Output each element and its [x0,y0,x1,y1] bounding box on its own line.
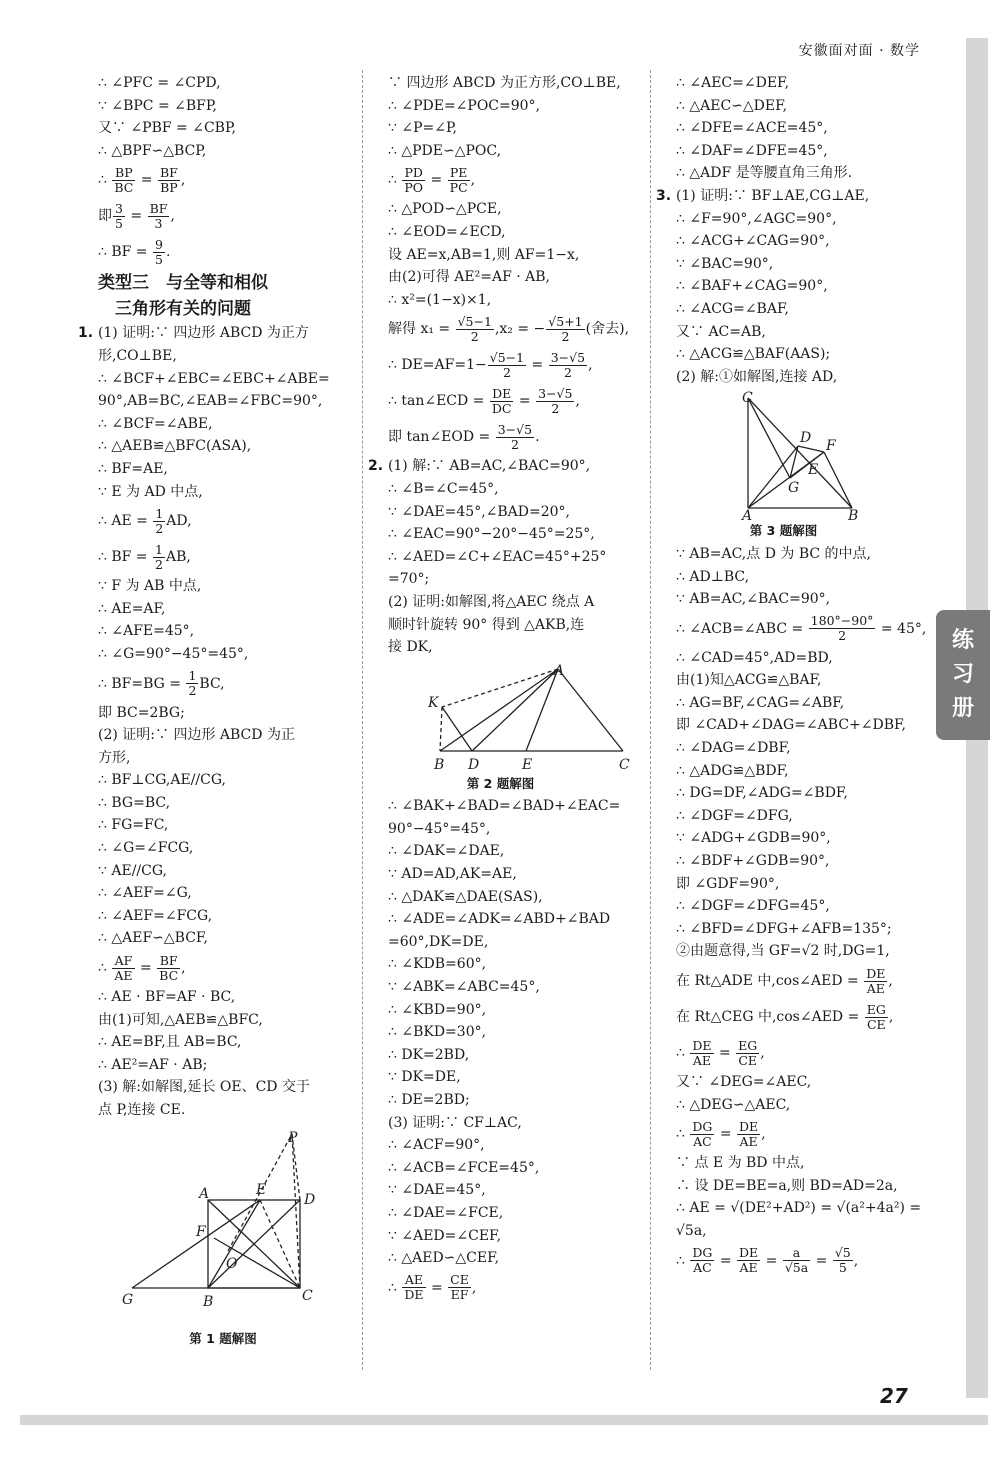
fraction: $\frac{DE}{DC}$ [491,385,512,416]
col1-line: ∴ $\frac{AF}{AE}$ = $\frac{BF}{BC}$ , [98,952,186,983]
col3b-line: ∵ ∠ADG+∠GDB=90°, [676,830,831,847]
col2b-line: ∴ ∠ACF=90°, [388,1137,485,1154]
col2-line: 接 DK, [388,639,433,656]
col1-line: 1. (1) 证明:∵ 四边形 ABCD 为正方 [78,325,309,342]
col3b-line: ∴ AG=BF,∠CAG=∠ABF, [676,694,845,711]
svg-text:C: C [619,756,630,773]
col1-lines [78,72,348,1122]
fraction: $\frac{√5-1}{2}$ [457,313,492,344]
col2-line: ∴ ∠PDE=∠POC=90°, [388,97,541,114]
col1-line: 方形, [98,749,131,766]
col2-line: ∴ ∠EOD=∠ECD, [388,223,506,240]
col2b-line: (3) 证明:∵ CF⊥AC, [388,1114,522,1131]
svg-text:K: K [428,694,439,711]
col3b-line: ∴ ∠DGF=∠DFG=45°, [676,898,830,915]
col2b-line: ∵ ∠DAE=45°, [388,1182,486,1199]
col2-line: =70°; [388,571,430,588]
svg-text:D: D [468,756,480,773]
col2b-line: ∴ ∠KBD=90°, [388,1001,487,1018]
col2-line: ∴ △PDE∽△POC, [388,142,502,159]
col3b-line: 在 Rt△ADE 中,cos∠AED = $\frac{DE}{AE}$ , [676,965,893,996]
col1-line: 90°,AB=BC,∠EAB=∠FBC=90°, [98,393,323,410]
col3b-line: ∴ ∠CAD=45°,AD=BD, [676,649,833,666]
svg-text:G: G [788,480,800,497]
col2-line: ∵ 四边形 ABCD 为正方形,CO⊥BE, [388,75,621,91]
fraction: $\frac{1}{2}$ [188,668,197,698]
page-number: 27 [880,1384,908,1408]
fraction: $\frac{BF}{BP}$ [159,164,178,195]
col3-line: ∴ △ADF 是等腰直角三角形. [676,165,853,182]
col2b-line: ∴ ∠ADE=∠ADK=∠ABD+∠BAD [388,911,611,928]
col3b-line: 由(1)知△ACG≌△BAF, [676,672,822,689]
column-divider-2 [650,70,651,1370]
column-1 [78,72,348,1350]
col2-line: ∴ $\frac{PD}{PO}$ = $\frac{PE}{PC}$ , [388,164,476,195]
col1-line: ∴ AE · BF=AF · BC, [98,989,236,1006]
col1-line: 点 P,连接 CE. [98,1102,186,1118]
col1-line: 由(1)可知,△AEB≌△BFC, [98,1011,263,1028]
col2-lines [368,72,633,659]
col3b-line: ∴ 设 DE=BE=a,则 BD=AD=2a, [676,1177,898,1194]
col3b-line: ∴ AD⊥BC, [676,568,750,585]
svg-text:A: A [742,508,753,521]
col2-line: ∴ tan∠ECD = $\frac{DE}{DC}$ = $\frac{3-√5}{2}$ , [388,385,580,416]
col2b-line: =60°,DK=DE, [388,933,489,950]
col2b-line: ∴ △AED∽△CEF, [388,1250,500,1267]
col3-lines [656,72,931,388]
col2b-line: ∴ DK=2BD, [388,1046,470,1063]
col3b-line: ∴ △DEG∽△AEC, [676,1096,791,1113]
svg-text:D: D [304,1191,316,1208]
col3b-line: ∴ $\frac{DG}{AC}$ = $\frac{DE}{AE}$ = $\frac{a}{√5a}$ = $\frac{√5}{5}$ , [676,1245,859,1276]
fraction: $\frac{BF}{BC}$ [159,952,179,983]
col2b-line: ∴ DE=2BD; [388,1092,470,1108]
problem-number: 3. [656,187,676,204]
col1-line: 又∵ ∠PBF = ∠CBP, [98,120,236,137]
fraction: $\frac{EG}{CE}$ [738,1037,758,1068]
col1-line: (3) 解:如解图,延长 OE、CD 交于 [98,1079,310,1096]
fraction: $\frac{a}{√5a}$ [784,1245,809,1276]
col2b-line: ∵ DK=DE, [388,1069,461,1086]
col3-line: ∴ ∠DAF=∠DFE=45°, [676,142,828,159]
col1-line: ∴ △AEB≌△BFC(ASA), [98,438,252,455]
col2-line: 2. (1) 解:∵ AB=AC,∠BAC=90°, [368,458,591,475]
fraction: $\frac{DE}{AE}$ [739,1245,759,1276]
col3b-line: 又∵ ∠DEG=∠AEC, [676,1074,812,1090]
col3b-line: ∴ DG=DF,∠ADG=∠BDF, [676,785,848,802]
col1-line: ∴ AE=BF,且 AB=BC, [98,1034,242,1051]
fraction: $\frac{BF}{3}$ [149,200,168,231]
bottom-strip [20,1415,988,1425]
fraction: $\frac{CE}{EF}$ [450,1272,469,1303]
fraction: $\frac{9}{5}$ [155,236,163,267]
col1-line: ∴ BF = $\frac{1}{2}$ AB, [98,541,191,572]
col3-line: ∴ ∠DFE=∠ACE=45°, [676,120,828,137]
svg-text:E: E [808,462,819,479]
col2b-line: ∵ ∠ABK=∠ABC=45°, [388,979,540,996]
col1-line: 形,CO⊥BE, [98,347,177,364]
col2-line: ∴ ∠B=∠C=45°, [388,480,499,497]
fraction: $\frac{AE}{DE}$ [404,1272,424,1303]
figure-2-caption: 第 2 题解图 [466,775,535,791]
col3b-line: ∵ 点 E 为 BD 中点, [676,1155,805,1172]
column-divider-1 [362,70,363,1370]
col1-line: ∴ BG=BC, [98,794,171,811]
col2b-line: ∴ ∠BAK+∠BAD=∠BAD+∠EAC= [388,798,621,815]
svg-text:E: E [522,756,533,773]
figure-3 [728,390,928,520]
svg-text:O: O [226,1255,238,1272]
col3-line: ∴ ∠BAF+∠CAG=90°, [676,278,828,295]
svg-text:E: E [256,1181,267,1198]
figure-1 [98,1128,318,1328]
col1-line: ∴ ∠BCF=∠ABE, [98,415,213,432]
col3b-line: ∴ ∠DGF=∠DFG, [676,807,793,824]
col1-line: ∴ ∠AEF=∠FCG, [98,907,213,924]
col2b-line: ∴ ∠DAE=∠FCE, [388,1204,504,1221]
fraction: $\frac{1}{2}$ [155,505,164,536]
col1-line: ∵ F 为 AB 中点, [98,578,202,595]
col1-line: ∴ BF=AE, [98,460,168,477]
svg-text:F: F [826,438,836,455]
col1-line: ∴ ∠G=∠FCG, [98,840,194,857]
col3b-line: ∴ ∠BFD=∠DFG+∠AFB=135°; [676,920,892,937]
col2-line: ∴ x²=(1−x)×1, [388,291,492,308]
col3b-line: ∴ ∠ACB=∠ABC = $\frac{180^\circ-90^\circ}{2}$ = 45°, [676,613,927,644]
col1-line: ∵ E 为 AD 中点, [98,483,203,500]
col2b-line: ∵ ∠AED=∠CEF, [388,1227,502,1244]
svg-text:C: C [302,1287,313,1304]
fraction: $\frac{DG}{AC}$ [692,1118,713,1149]
col3-line: ∴ ∠F=90°,∠AGC=90°, [676,210,837,227]
fraction: $\frac{BP}{BC}$ [114,164,134,195]
col3-line: 又∵ AC=AB, [676,323,766,340]
col2-line: 顺时针旋转 90° 得到 △AKB,连 [388,616,585,633]
problem-number: 1. [78,325,98,342]
col1-line: ∴ ∠AFE=45°, [98,623,195,640]
fraction: $\frac{PE}{PC}$ [449,164,468,195]
col1-line: ∵ AE//CG, [98,862,167,879]
svg-text:D: D [800,430,812,447]
col3-line: ∴ ∠AEC=∠DEF, [676,75,790,91]
col3b-line: ∵ AB=AC,∠BAC=90°, [676,591,831,608]
column-3 [656,72,931,1279]
figure-2 [428,663,638,773]
col2b-line: ∴ ∠DAK=∠DAE, [388,843,505,860]
col2b-line: 90°−45°=45°, [388,820,491,837]
col3b-line: 即 ∠GDF=90°, [676,875,780,892]
col3-line: ∴ △AEC∽△DEF, [676,97,788,114]
col1-line: ∴ ∠BCF+∠EBC=∠EBC+∠ABE= [98,370,330,387]
col3-line: ∴ ∠ACG+∠CAG=90°, [676,233,830,250]
tab-char-3: 册 [951,696,974,721]
col3b-line: ∴ $\frac{DE}{AE}$ = $\frac{EG}{CE}$ , [676,1037,765,1068]
col2-line: ∵ ∠DAE=45°,∠BAD=20°, [388,503,570,520]
col2-line: ∴ DE=AF=1− $\frac{√5-1}{2}$ = $\frac{3-√5}{2}$ , [388,349,593,380]
col2-line: ∵ ∠P=∠P, [388,120,458,137]
col1-line: 即 $\frac{3}{5}$ = $\frac{BF}{3}$ , [98,200,175,231]
col3-line: 3. (1) 证明:∵ BF⊥AE,CG⊥AE, [656,187,870,204]
col1-line: ∴ BF=BG = $\frac{1}{2}$ BC, [98,668,225,698]
fraction: $\frac{3-√5}{2}$ [497,421,533,452]
fraction: $\frac{DE}{AE}$ [866,965,886,996]
svg-text:P: P [288,1129,298,1146]
col2b-line: ∵ AD=AD,AK=AE, [388,866,517,883]
col1-line: ∴ $\frac{BP}{BC}$ = $\frac{BF}{BP}$ , [98,164,186,195]
col2b-line: ∴ ∠ACB=∠FCE=45°, [388,1159,540,1176]
col3b-lines [676,543,931,1279]
fraction: $\frac{DE}{AE}$ [739,1118,759,1149]
fraction: $\frac{DG}{AC}$ [692,1245,713,1276]
svg-text:B: B [434,756,445,773]
col1-line: ∴ △BPF∽△BCP, [98,142,207,159]
tab-char-2: 习 [951,662,974,687]
col3-line: (2) 解:①如解图,连接 AD, [676,368,838,385]
fraction: $\frac{EG}{CE}$ [866,1001,886,1032]
fraction: $\frac{3-√5}{2}$ [550,349,586,380]
col3b-line: 即 ∠CAD+∠DAG=∠ABC+∠DBF, [676,717,906,734]
col2-line: (2) 证明:如解图,将△AEC 绕点 A [388,593,595,610]
col3b-line: ∴ ∠BDF+∠GDB=90°, [676,853,830,870]
col2b-line: ∴ △DAK≌△DAE(SAS), [388,888,543,905]
column-2 [368,72,633,1306]
col1-line: ∴ AE²=AF · AB; [98,1056,208,1073]
fraction: $\frac{180^\circ-90^\circ}{2}$ [810,613,874,644]
col1-line: ∴ △AEF∽△BCF, [98,930,208,947]
col3b-line: ∴ AE = √(DE²+AD²) = √(a²+4a²) = [676,1200,922,1217]
col1-line: ∴ ∠PFC = ∠CPD, [98,75,221,91]
col1-line: 三角形有关的问题 [98,299,251,320]
fraction: $\frac{AF}{AE}$ [114,952,133,983]
col1-line: ∴ AE=AF, [98,600,166,617]
svg-text:B: B [203,1293,214,1310]
col2-line: ∴ ∠EAC=90°−20°−45°=25°, [388,526,595,543]
col1-line: ∴ ∠G=90°−45°=45°, [98,645,249,662]
col2-line: 即 tan∠EOD = $\frac{3-√5}{2}$ . [388,421,540,452]
col1-line: ∴ AE = $\frac{1}{2}$ AD, [98,505,192,536]
col3b-line: ∴ △ADG≌△BDF, [676,762,789,779]
col3b-line: 在 Rt△CEG 中,cos∠AED = $\frac{EG}{CE}$ , [676,1001,894,1032]
col3b-line: ∵ AB=AC,点 D 为 BC 的中点, [676,545,871,562]
fraction: $\frac{√5+1}{2}$ [548,313,583,344]
col1-line: ∵ ∠BPC = ∠BFP, [98,97,217,114]
problem-number: 2. [368,458,388,475]
page-header: 安徽面对面 · 数学 [798,43,920,59]
fraction: $\frac{√5-1}{2}$ [489,349,525,380]
col2b-line: ∴ $\frac{AE}{DE}$ = $\frac{CE}{EF}$ , [388,1272,477,1303]
tab-char-1: 练 [951,628,974,653]
figure-3-caption: 第 3 题解图 [749,523,818,539]
col2-line: ∴ △POD∽△PCE, [388,201,502,218]
col1-line: ∴ FG=FC, [98,817,169,834]
col3-line: ∴ △ACG≌△BAF(AAS); [676,346,831,363]
section-tab [936,610,990,740]
col2b-lines [388,795,633,1305]
col2-line: 由(2)可得 AE²=AF · AB, [388,269,550,286]
col1-line: ∴ BF = $\frac{9}{5}$ . [98,236,171,267]
col3b-line: ∴ $\frac{DG}{AC}$ = $\frac{DE}{AE}$ , [676,1118,766,1149]
col2-line: ∴ ∠AED=∠C+∠EAC=45°+25° [388,548,607,565]
col2-line: 设 AE=x,AB=1,则 AF=1−x, [388,246,580,263]
col1-line: ∴ ∠AEF=∠G, [98,885,192,902]
svg-text:F: F [196,1223,206,1240]
col2b-line: ∴ ∠BKD=30°, [388,1024,487,1041]
svg-text:C: C [742,390,753,407]
svg-text:A: A [199,1185,210,1202]
col1-line: (2) 证明:∵ 四边形 ABCD 为正 [98,727,295,744]
col1-line: 类型三 与全等和相似 [98,273,268,294]
col3b-line: ∴ ∠DAG=∠DBF, [676,740,791,757]
col1-line: 即 BC=2BG; [98,704,185,721]
svg-text:B: B [848,508,859,521]
fraction: $\frac{3-√5}{2}$ [538,385,573,416]
col3-line: ∴ ∠ACG=∠BAF, [676,300,789,317]
col2b-line: ∴ ∠KDB=60°, [388,956,487,973]
svg-text:G: G [122,1291,134,1308]
svg-text:A: A [554,662,565,679]
fraction: $\frac{DE}{AE}$ [692,1037,712,1068]
fraction: $\frac{PD}{PO}$ [404,164,424,195]
col3-line: ∵ ∠BAC=90°, [676,255,774,272]
fraction: $\frac{√5}{5}$ [834,1245,851,1276]
fraction: $\frac{3}{5}$ [115,200,123,231]
col3b-line: √5a, [676,1222,707,1239]
col2-line: 解得 x₁ = $\frac{√5-1}{2}$ ,x₂ = − $\frac{√5+1}{2}$ (舍去), [388,313,630,344]
figure-1-caption: 第 1 题解图 [189,1330,257,1346]
col3b-line: ②由题意得,当 GF=√2 时,DG=1, [676,943,890,960]
col1-line: ∴ BF⊥CG,AE//CG, [98,772,226,789]
fraction: $\frac{1}{2}$ [155,541,163,572]
